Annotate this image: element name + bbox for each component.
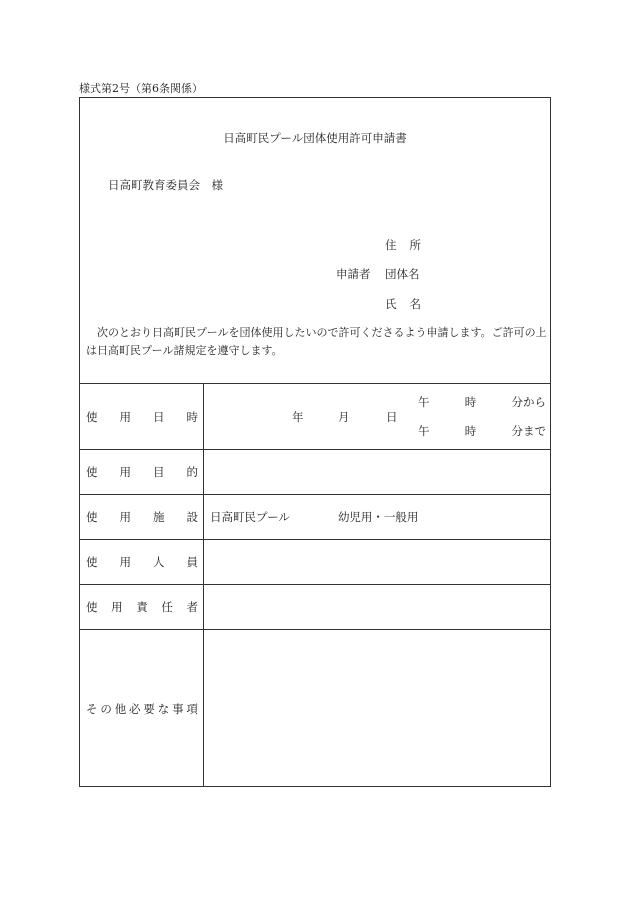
label-char: 他 [114, 701, 127, 716]
label-char: 要 [143, 701, 155, 716]
name-label-char: 氏 [385, 297, 397, 311]
name-label [385, 296, 421, 312]
month-label: 月 [338, 410, 350, 424]
address-label [385, 237, 421, 253]
label-char: 的 [186, 465, 198, 479]
start-minute-label: 分から [511, 395, 546, 409]
start-time [418, 394, 546, 410]
label-char: 使 [86, 600, 98, 614]
application-form [79, 97, 551, 787]
label-char: 日 [153, 409, 165, 424]
row-label [80, 630, 204, 787]
label-char: 項 [186, 701, 198, 716]
group-name-label-char: 名 [408, 267, 420, 281]
request-statement: 次のとおり日高町民プールを団体使用したいので許可くださるよう申請します。ご許可の上は日高町民プール諸規定を遵守します。 [86, 326, 547, 357]
row-usage-purpose [80, 450, 550, 495]
label-char: 使 [86, 555, 98, 569]
end-minute-label: 分まで [511, 424, 546, 438]
label-char: 設 [186, 510, 198, 524]
label-char: 施 [153, 510, 165, 524]
facility-info [204, 495, 550, 539]
start-ampm-label: 午 [418, 395, 430, 409]
row-label [80, 450, 204, 494]
label-char: 責 [136, 600, 148, 614]
other-matters-field[interactable] [204, 630, 550, 787]
label-char: 目 [153, 465, 165, 479]
name-label-char: 名 [409, 297, 421, 311]
document-title: 日高町民プール団体使用許可申請書 [223, 131, 407, 145]
facility-name: 日高町民プール [210, 510, 290, 524]
label-char: 人 [153, 555, 165, 569]
label-char: 用 [111, 600, 123, 614]
usage-facility-field[interactable] [204, 495, 550, 539]
addressee: 日高町教育委員会 様 [108, 178, 223, 192]
label-char: 用 [119, 409, 131, 424]
group-name-label-char: 体 [396, 267, 408, 281]
row-label [80, 384, 204, 449]
row-label [80, 540, 204, 584]
applicant-label: 申請者 [336, 267, 371, 281]
row-usage-facility [80, 495, 550, 540]
row-label [80, 585, 204, 629]
group-name-label-char: 団 [385, 267, 397, 281]
group-name-label [385, 266, 420, 282]
label-char: 使 [86, 510, 98, 524]
end-time [418, 423, 546, 439]
usage-headcount-field[interactable] [204, 540, 550, 584]
end-ampm-label: 午 [418, 424, 430, 438]
form-number: 様式第2号（第6条関係） [79, 82, 203, 95]
label-char: な [157, 701, 170, 716]
label-char: 使 [86, 409, 98, 424]
day-label: 日 [386, 410, 398, 424]
facility-type: 幼児用・一般用 [337, 510, 419, 524]
label-char: 事 [172, 701, 184, 716]
address-label-char: 住 [385, 238, 397, 252]
label-char: 使 [86, 465, 98, 479]
year-label: 年 [292, 410, 304, 424]
usage-purpose-field[interactable] [204, 450, 550, 494]
label-char: 用 [119, 465, 131, 479]
label-char: 員 [186, 555, 198, 569]
label-char: 任 [161, 600, 173, 614]
address-label-char: 所 [409, 238, 421, 252]
label-char: 用 [119, 555, 131, 569]
label-char: の [100, 701, 112, 716]
start-hour-label: 時 [464, 395, 477, 409]
label-char: 用 [119, 510, 131, 524]
responsible-person-field[interactable] [204, 585, 550, 629]
usage-table [80, 383, 550, 787]
end-hour-label: 時 [464, 424, 477, 438]
usage-datetime-field[interactable] [204, 384, 550, 449]
label-char: 必 [129, 701, 141, 716]
row-other-matters [80, 630, 550, 787]
row-usage-headcount [80, 540, 550, 585]
row-responsible-person [80, 585, 550, 630]
row-usage-datetime [80, 384, 550, 450]
label-char: 者 [186, 600, 198, 614]
label-char: そ [86, 701, 98, 716]
row-label [80, 495, 204, 539]
label-char: 時 [186, 409, 198, 424]
